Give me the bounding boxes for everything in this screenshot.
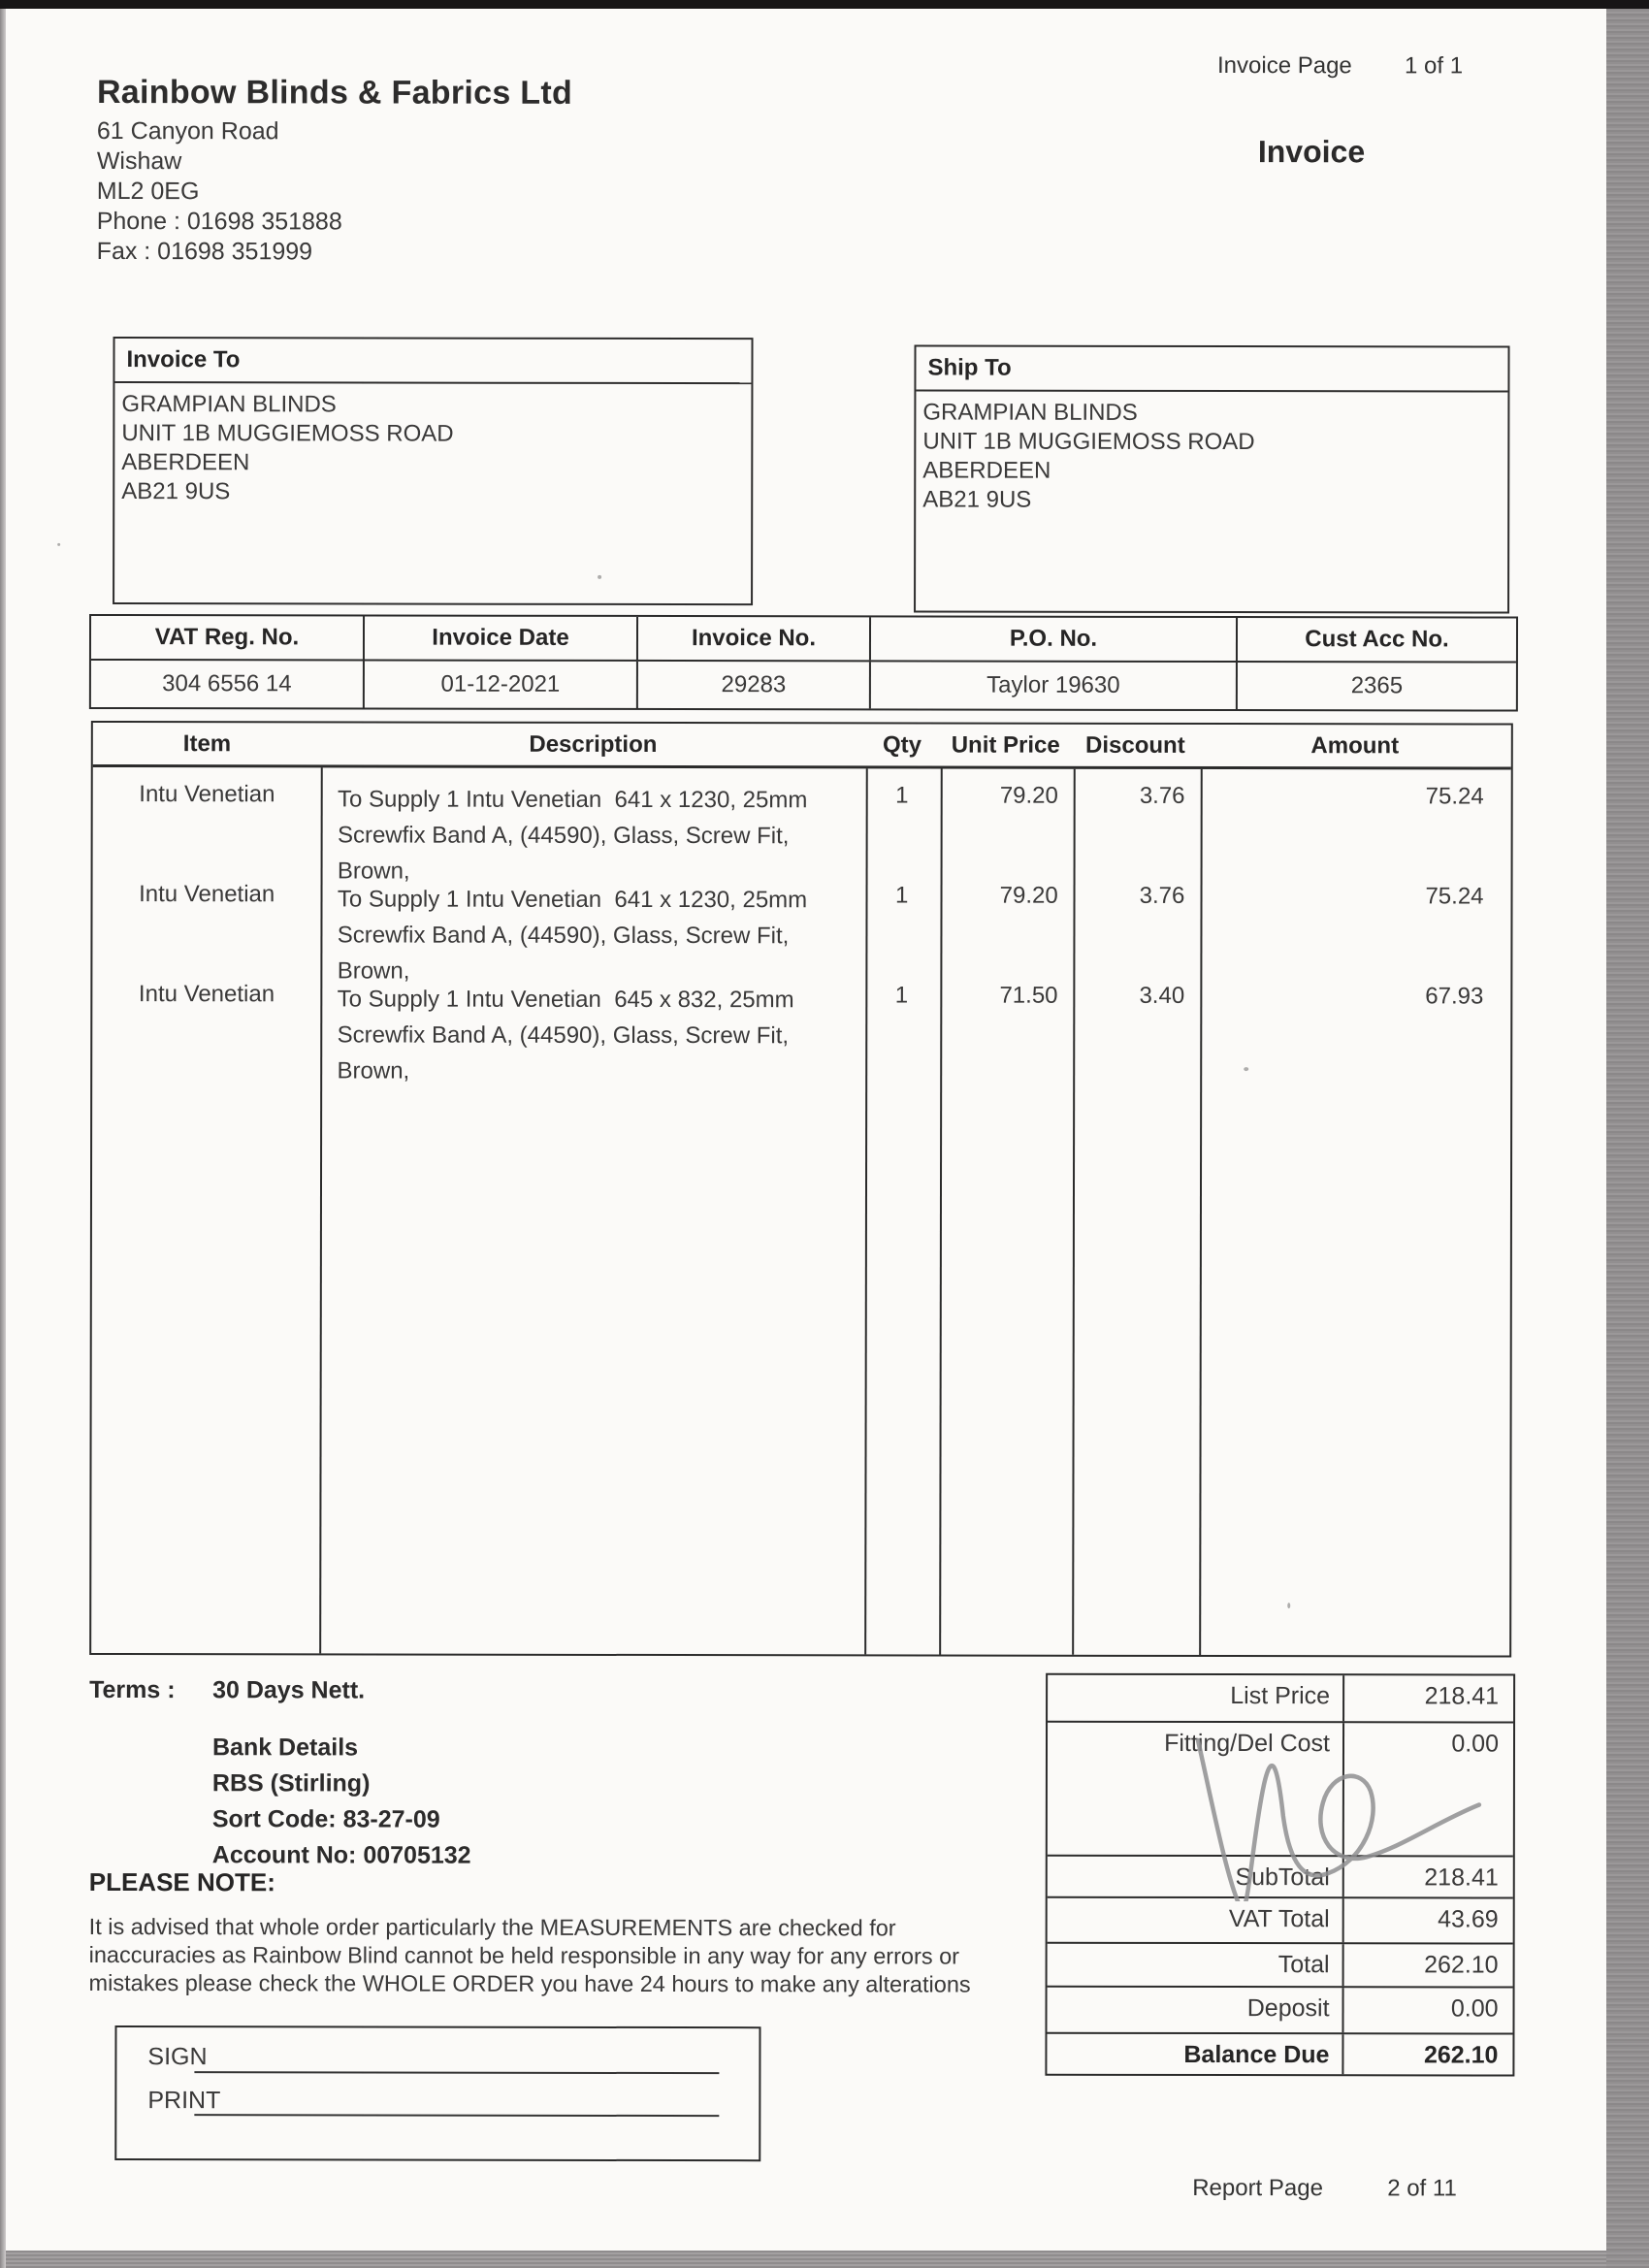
- totals-label: VAT Total: [1048, 1898, 1344, 1943]
- totals-label: Fitting/Del Cost: [1048, 1723, 1344, 1856]
- signature-box: [114, 2025, 760, 2161]
- terms-label: Terms :: [89, 1675, 176, 1704]
- items-header-item: Item: [182, 729, 232, 757]
- item-unit-price-cell: 71.50: [999, 982, 1058, 1009]
- ship-to-label: Ship To: [916, 346, 1507, 392]
- meta-value-row: [91, 661, 1516, 710]
- item-name-cell: Intu Venetian: [139, 781, 275, 808]
- item-description-line: Brown,: [337, 1057, 410, 1085]
- handwritten-signature-scribble: [1182, 1727, 1503, 1902]
- item-discount-cell: 3.76: [1139, 782, 1185, 809]
- item-description-line: To Supply 1 Intu Venetian 641 x 1230, 25mm: [337, 886, 808, 914]
- terms-value: 30 Days Nett.: [212, 1676, 366, 1704]
- print-label: PRINT: [147, 2087, 221, 2115]
- totals-row-balance-due: [1047, 2034, 1512, 2075]
- items-header-description: Description: [529, 730, 658, 758]
- item-amount-cell: 75.24: [1425, 883, 1484, 910]
- ship-to-line: UNIT 1B MUGGIEMOSS ROAD: [922, 428, 1255, 456]
- item-row: [92, 881, 1510, 991]
- item-amount-cell: 67.93: [1425, 983, 1484, 1010]
- item-qty-cell: 1: [894, 882, 909, 909]
- report-page-value: 2 of 11: [1387, 2175, 1457, 2202]
- company-address-line: Wishaw: [96, 146, 182, 176]
- totals-value: 262.10: [1424, 1951, 1499, 1979]
- note-line: mistakes please check the WHOLE ORDER you have 24 hours to make any alterations: [88, 1969, 971, 1997]
- totals-row-list-price: [1048, 1675, 1513, 1724]
- note-line: It is advised that whole order particularly the MEASUREMENTS are checked for: [88, 1913, 896, 1941]
- bank-account-line: Account No: 00705132: [211, 1841, 471, 1869]
- bank-details-block: [212, 1730, 471, 1873]
- item-unit-price-cell: 79.20: [999, 882, 1058, 909]
- ship-to-line: ABERDEEN: [922, 457, 1051, 484]
- sign-label: SIGN: [147, 2043, 208, 2071]
- items-header-amount: Amount: [1310, 731, 1400, 759]
- sign-line: [194, 2071, 719, 2074]
- meta-header-cust-acc: Cust Acc No.: [1305, 626, 1449, 653]
- totals-row-deposit: [1047, 1988, 1512, 2035]
- item-name-cell: Intu Venetian: [138, 981, 275, 1008]
- invoice-to-line: UNIT 1B MUGGIEMOSS ROAD: [121, 420, 454, 447]
- item-description-line: Brown,: [337, 858, 410, 885]
- company-address-line: ML2 0EG: [96, 177, 200, 206]
- invoice-to-line: ABERDEEN: [121, 449, 250, 476]
- invoice-to-label: Invoice To: [114, 339, 751, 384]
- scan-speck: [57, 543, 60, 546]
- meta-value-vat-reg: 304 6556 14: [91, 661, 365, 707]
- totals-value: 218.41: [1424, 1863, 1499, 1892]
- note-paragraph: [89, 1913, 971, 1999]
- company-address-block: [97, 116, 342, 267]
- totals-value: 218.41: [1424, 1682, 1500, 1710]
- meta-header-po-no: P.O. No.: [871, 617, 1238, 661]
- totals-value: 0.00: [1451, 1730, 1500, 1758]
- invoice-page-value: 1 of 1: [1404, 52, 1464, 80]
- ship-to-address: [916, 391, 1507, 515]
- report-page-label: Report Page: [1192, 2174, 1323, 2202]
- meta-value-invoice-no: 29283: [638, 662, 871, 708]
- scan-edge-right: [1606, 0, 1649, 2268]
- ship-to-line: GRAMPIAN BLINDS: [922, 399, 1138, 426]
- totals-label: Total: [1048, 1944, 1344, 1987]
- totals-label: List Price: [1048, 1675, 1344, 1722]
- totals-value: 0.00: [1450, 1994, 1499, 2023]
- meta-header-invoice-no: Invoice No.: [638, 617, 871, 660]
- company-name: Rainbow Blinds & Fabrics Ltd: [96, 74, 573, 112]
- meta-header-vat-reg: VAT Reg. No.: [91, 616, 365, 659]
- item-qty-cell: 1: [895, 782, 909, 809]
- item-name-cell: Intu Venetian: [139, 881, 275, 908]
- invoice-title: Invoice: [1257, 134, 1366, 170]
- item-qty-cell: 1: [894, 982, 909, 1009]
- totals-label: Deposit: [1047, 1988, 1343, 2033]
- meta-header-invoice-date: Invoice Date: [365, 616, 638, 659]
- please-note-heading: PLEASE NOTE:: [88, 1866, 275, 1897]
- scan-speck: [598, 575, 601, 579]
- item-description-line: Screwfix Band A, (44590), Glass, Screw Fit,: [337, 1021, 790, 1050]
- company-fax-line: Fax : 01698 351999: [96, 237, 313, 266]
- totals-value: 262.10: [1423, 2041, 1499, 2069]
- totals-row-vat-total: [1048, 1898, 1513, 1945]
- totals-row-total: [1048, 1944, 1513, 1989]
- items-table: [89, 721, 1513, 1658]
- bank-sort-code-line: Sort Code: 83-27-09: [211, 1805, 440, 1833]
- item-description-line: Screwfix Band A, (44590), Glass, Screw Fit,: [337, 922, 790, 950]
- invoice-to-line: AB21 9US: [121, 478, 231, 505]
- item-description-line: Brown,: [337, 957, 410, 985]
- scan-speck: [1287, 1603, 1290, 1608]
- items-header-discount: Discount: [1085, 731, 1185, 759]
- item-unit-price-cell: 79.20: [999, 782, 1058, 809]
- invoice-to-address: [114, 383, 751, 507]
- invoice-to-box: [113, 337, 753, 605]
- print-line: [194, 2114, 719, 2117]
- item-description-cell: [321, 981, 865, 1089]
- item-row: [92, 981, 1510, 1091]
- item-description-line: To Supply 1 Intu Venetian 641 x 1230, 25mm: [338, 786, 808, 814]
- ship-to-box: [914, 344, 1509, 613]
- scan-edge-bottom: [0, 2251, 1649, 2268]
- items-header-unit-price: Unit Price: [951, 731, 1060, 759]
- invoice-meta-table: [89, 614, 1518, 712]
- items-header-qty: Qty: [882, 730, 922, 758]
- item-description-cell: [321, 881, 865, 989]
- company-address-line: 61 Canyon Road: [96, 116, 279, 146]
- scan-edge-left: [0, 0, 6, 2268]
- item-description-line: Screwfix Band A, (44590), Glass, Screw Fit,: [337, 822, 790, 850]
- meta-value-invoice-date: 01-12-2021: [365, 661, 638, 707]
- company-phone-line: Phone : 01698 351888: [96, 207, 342, 236]
- totals-value: 43.69: [1438, 1905, 1499, 1933]
- invoice-to-line: GRAMPIAN BLINDS: [121, 391, 337, 418]
- totals-label: SubTotal: [1048, 1857, 1344, 1897]
- meta-value-po-no: Taylor 19630: [871, 662, 1238, 709]
- bank-name-line: RBS (Stirling): [211, 1769, 371, 1798]
- items-body: [91, 767, 1511, 1656]
- ship-to-line: AB21 9US: [922, 486, 1032, 513]
- scan-edge-top: [0, 0, 1649, 9]
- item-description-line: To Supply 1 Intu Venetian 645 x 832, 25mm: [337, 986, 794, 1014]
- item-row: [93, 781, 1511, 891]
- item-discount-cell: 3.76: [1139, 882, 1185, 909]
- meta-header-row: [91, 616, 1516, 664]
- item-description-cell: [321, 781, 865, 890]
- totals-label: Balance Due: [1047, 2034, 1343, 2075]
- scan-speck: [1244, 1067, 1248, 1071]
- meta-value-cust-acc: 2365: [1350, 672, 1404, 699]
- item-discount-cell: 3.40: [1139, 982, 1185, 1009]
- items-header-row: [93, 723, 1511, 770]
- note-line: inaccuracies as Rainbow Blind cannot be held responsible in any way for any errors or: [88, 1941, 960, 1969]
- item-amount-cell: 75.24: [1425, 783, 1484, 810]
- bank-details-heading: Bank Details: [211, 1733, 359, 1762]
- invoice-page-label: Invoice Page: [1217, 52, 1352, 80]
